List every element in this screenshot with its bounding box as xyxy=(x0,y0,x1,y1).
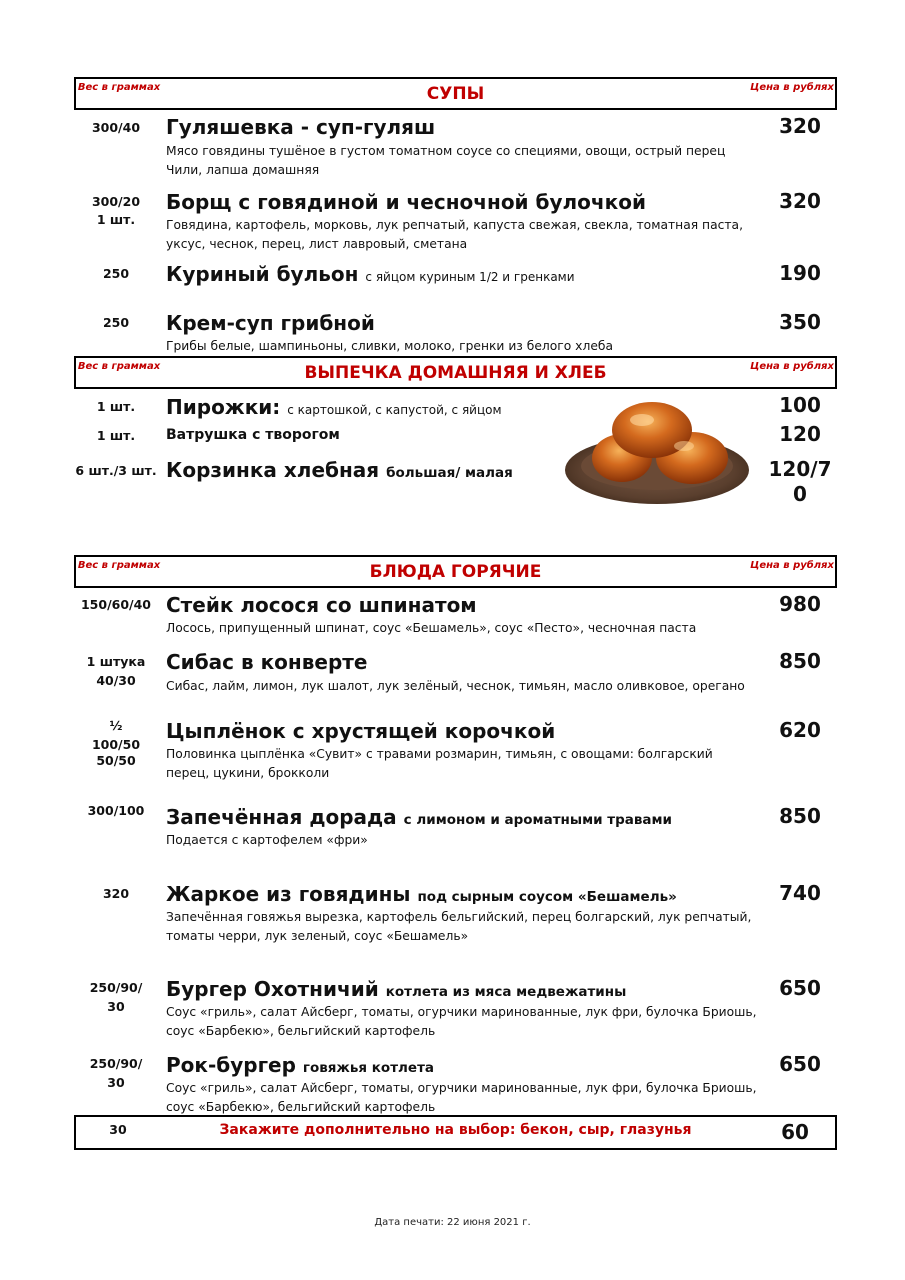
item-weight: 300/40 xyxy=(91,120,141,135)
item-name-text: Рок-бургер xyxy=(166,1053,296,1077)
item-weight: 6 шт./3 шт. xyxy=(75,463,157,478)
item-price: 120 xyxy=(779,422,821,446)
item-description: Запечённая говяжья вырезка, картофель бельгийский, перец болгарский, лук репчатый, xyxy=(166,910,752,924)
item-description: Подается с картофелем «фри» xyxy=(166,833,368,847)
item-price: 620 xyxy=(779,718,821,742)
item-name xyxy=(166,394,502,423)
item-weight: 150/60/40 xyxy=(80,597,151,612)
item-name-text: Корзинка хлебная xyxy=(166,458,380,482)
item-price: 650 xyxy=(779,1052,821,1076)
item-description: Мясо говядины тушёное в густом томатном соусе со специями, овощи, острый перец xyxy=(166,144,726,158)
item-price: 320 xyxy=(779,189,821,213)
item-price: 850 xyxy=(779,804,821,828)
weight-caption: Вес в граммах xyxy=(77,560,161,571)
item-subtitle: с картошкой, с капустой, с яйцом xyxy=(287,403,502,417)
item-weight: ½ xyxy=(109,718,123,733)
item-description: Соус «гриль», салат Айсберг, томаты, огурчики маринованные, лук фри, булочка Бриошь, xyxy=(166,1005,757,1019)
item-name-text: Бургер Охотничий xyxy=(166,977,379,1001)
section-header-bakery xyxy=(74,356,837,389)
item-name: Борщ с говядиной и чесночной булочкой xyxy=(166,190,646,214)
item-description: Лосось, припущенный шпинат, соус «Бешамель», соус «Песто», чесночная паста xyxy=(166,621,697,635)
item-price: 740 xyxy=(779,881,821,905)
item-description: перец, цукини, брокколи xyxy=(166,766,330,780)
item-description: Половинка цыплёнка «Сувит» с травами розмарин, тимьян, с овощами: болгарский xyxy=(166,747,713,761)
item-name: Гуляшевка - суп-гуляш xyxy=(166,115,436,139)
item-weight: 1 штука xyxy=(86,654,146,669)
item-subtitle: под сырным соусом «Бешамель» xyxy=(417,889,677,905)
extra-weight: 30 xyxy=(109,1122,127,1137)
item-weight: 50/50 xyxy=(96,753,136,768)
item-weight: 30 xyxy=(107,999,125,1014)
item-name: Цыплёнок с хрустящей корочкой xyxy=(166,719,556,743)
item-subtitle: большая/ малая xyxy=(386,465,513,481)
section-header-soups xyxy=(74,77,837,110)
item-subtitle: с лимоном и ароматными травами xyxy=(403,812,673,828)
price-caption: Цена в рублях xyxy=(750,361,834,372)
item-name-text: Запечённая дорада xyxy=(166,805,397,829)
item-description: Грибы белые, шампиньоны, сливки, молоко, гренки из белого хлеба xyxy=(166,339,614,353)
item-description: уксус, чеснок, перец, лист лавровый, сметана xyxy=(166,237,468,251)
item-weight: 1 шт. xyxy=(96,399,136,414)
item-description: Соус «гриль», салат Айсберг, томаты, огурчики маринованные, лук фри, булочка Бриошь, xyxy=(166,1081,757,1095)
weight-caption: Вес в граммах xyxy=(77,361,161,372)
pies-plate-image xyxy=(562,392,752,510)
item-description: Сибас, лайм, лимон, лук шалот, лук зелёный, чеснок, тимьян, масло оливковое, орегано xyxy=(166,679,745,693)
item-name xyxy=(166,1052,434,1081)
item-weight: 40/30 xyxy=(96,673,136,688)
item-name xyxy=(166,457,513,486)
item-weight: 300/20 xyxy=(91,194,141,209)
item-weight: 250/90/ xyxy=(89,1056,143,1071)
extra-text: Закажите дополнительно на выбор: бекон, сыр, глазунья xyxy=(219,1122,692,1138)
item-name xyxy=(166,976,626,1005)
item-subtitle: говяжья котлета xyxy=(302,1060,435,1076)
extra-price: 60 xyxy=(781,1120,809,1144)
item-description: Чили, лапша домашняя xyxy=(166,163,320,177)
weight-caption: Вес в граммах xyxy=(77,82,161,93)
print-date: Дата печати: 22 июня 2021 г. xyxy=(374,1217,531,1228)
item-description: томаты черри, лук зеленый, соус «Бешамель» xyxy=(166,929,469,943)
item-price: 980 xyxy=(779,592,821,616)
item-price: 650 xyxy=(779,976,821,1000)
item-name xyxy=(166,804,672,833)
price-caption: Цена в рублях xyxy=(750,82,834,93)
item-name: Сибас в конверте xyxy=(166,650,368,674)
item-name-text: Куриный бульон xyxy=(166,262,359,286)
item-price: 0 xyxy=(793,482,807,506)
price-caption: Цена в рублях xyxy=(750,560,834,571)
item-name xyxy=(166,881,677,910)
item-name: Крем-суп грибной xyxy=(166,311,375,335)
item-subtitle: котлета из мяса медвежатины xyxy=(385,984,627,1000)
item-weight: 300/100 xyxy=(87,803,145,818)
item-description: соус «Барбекю», бельгийский картофель xyxy=(166,1100,436,1114)
item-weight: 250 xyxy=(102,266,130,281)
item-weight: 100/50 xyxy=(91,737,141,752)
extra-order-row xyxy=(74,1115,837,1150)
item-subtitle: с яйцом куриным 1/2 и гренками xyxy=(365,270,575,284)
item-price: 320 xyxy=(779,114,821,138)
section-title: БЛЮДА ГОРЯЧИЕ xyxy=(369,562,542,582)
section-title: ВЫПЕЧКА ДОМАШНЯЯ И ХЛЕБ xyxy=(304,363,607,383)
item-name: Ватрушка с творогом xyxy=(166,427,340,443)
item-name-text: Пирожки: xyxy=(166,395,281,419)
item-weight: 1 шт. xyxy=(96,428,136,443)
item-name xyxy=(166,261,575,290)
item-price: 850 xyxy=(779,649,821,673)
item-price: 190 xyxy=(779,261,821,285)
item-price: 120/7 xyxy=(768,457,832,481)
item-name-text: Жаркое из говядины xyxy=(166,882,411,906)
item-price: 100 xyxy=(779,393,821,417)
item-price: 350 xyxy=(779,310,821,334)
item-description: соус «Барбекю», бельгийский картофель xyxy=(166,1024,436,1038)
item-weight: 250 xyxy=(102,315,130,330)
section-header-hot xyxy=(74,555,837,588)
item-weight: 320 xyxy=(102,886,130,901)
item-weight: 250/90/ xyxy=(89,980,143,995)
section-title: СУПЫ xyxy=(426,84,485,104)
item-weight: 30 xyxy=(107,1075,125,1090)
item-description: Говядина, картофель, морковь, лук репчатый, капуста свежая, свекла, томатная паста, xyxy=(166,218,743,232)
item-name: Стейк лосося со шпинатом xyxy=(166,593,477,617)
item-weight: 1 шт. xyxy=(96,212,136,227)
